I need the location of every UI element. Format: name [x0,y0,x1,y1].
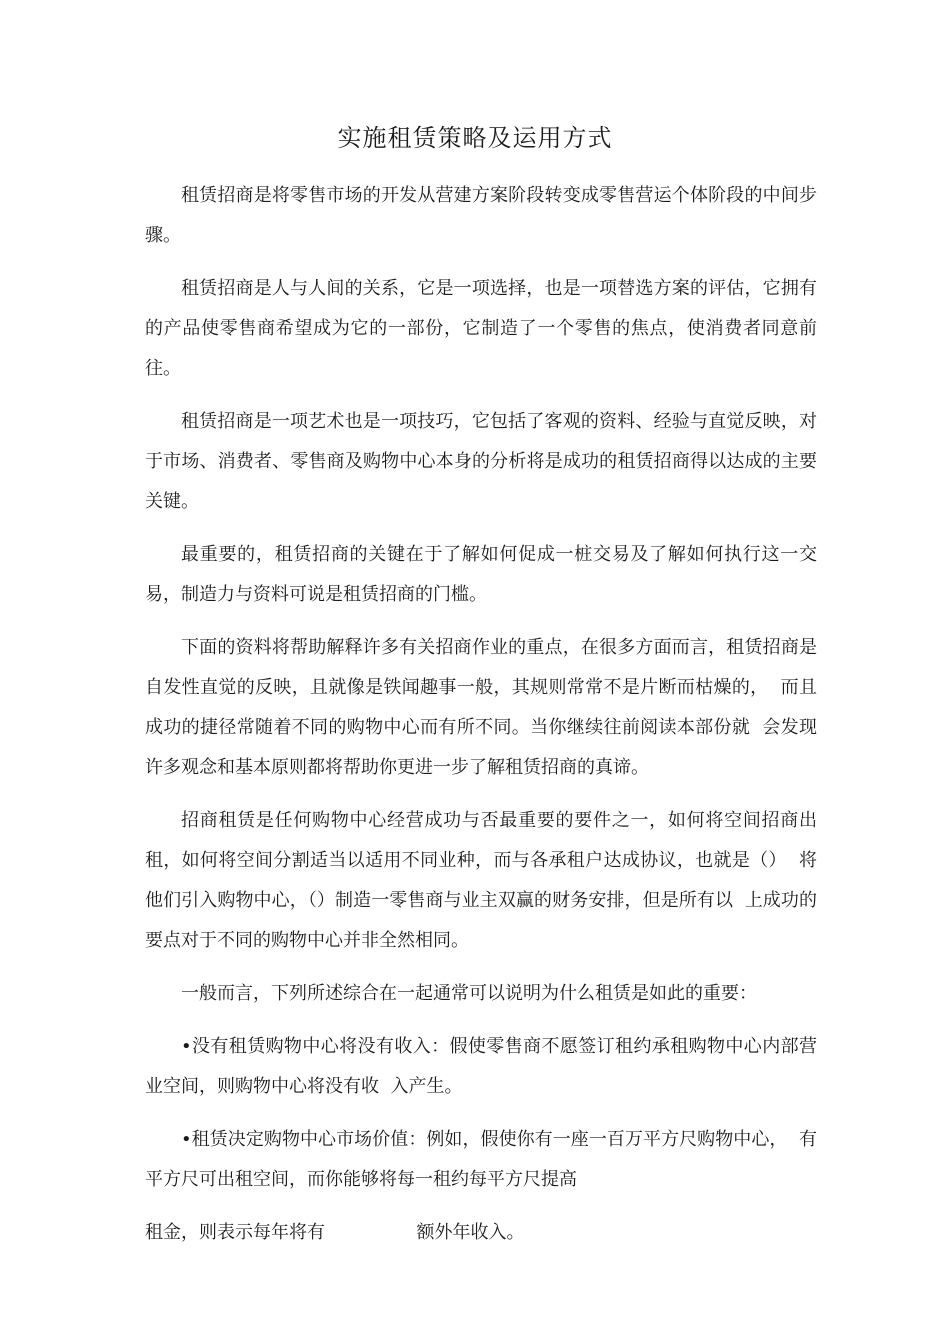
paragraph: 最重要的，租赁招商的关键在于了解如何促成一桩交易及了解如何执行这一交易，制造力与资料可说是租赁招商的门槛。 [145,544,817,605]
document-title: 实施租赁策略及运用方式 [337,124,613,152]
document-body [145,176,817,1266]
paragraph: 租赁招商是将零售市场的开发从营建方案阶段转变成零售营运个体阶段的中间步骤。 [145,185,817,246]
paragraph: 租赁招商是一项艺术也是一项技巧，它包括了客观的资料、经验与直觉反映，对于市场、消费者、零售商及购物中心本身的分析将是成功的租赁招商得以达成的主要关键。 [145,411,817,512]
paragraph: 招商租赁是任何购物中心经营成功与否最重要的要件之一，如何将空间招商出租，如何将空间分割适当以适用不同业种，而与各承租户达成协议，也就是（） 将他们引入购物中心，（）制造一零售商与业主双赢的财务安排，但是所有以 上成功的要点对于不同的购物中心并非全然相同。 [145,810,817,951]
bullet-paragraph: •租赁决定购物中心市场价值：例如，假使你有一座一百万平方尺购物中心， 有平方尺可出租空间，而你能够将每一租约每平方尺提高 [145,1129,817,1190]
paragraph: 租赁招商是人与人间的关系，它是一项选择，也是一项替选方案的评估，它拥有的产品使零售商希望成为它的一部份，它制造了一个零售的焦点，使消费者同意前往。 [145,278,817,379]
bullet-paragraph: •没有租赁购物中心将没有收入：假使零售商不愿签订租约承租购物中心内部营业空间，则购物中心将没有收 入产生。 [145,1036,817,1097]
final-line: 租金，则表示每年将有 额外年收入。 [145,1222,525,1243]
paragraph: 一般而言，下列所述综合在一起通常可以说明为什么租赁是如此的重要： [181,983,757,1004]
paragraph: 下面的资料将帮助解释许多有关招商作业的重点，在很多方面而言，租赁招商是自发性直觉的反映，且就像是铁闻趣事一般，其规则常常不是片断而枯燥的， 而且成功的捷径常随着不同的购物中心而有所不同。当你继续往前阅读本部份就 会发现许多观念和基本原则都将帮助你更进一步了解租赁招商的真谛。 [145,637,817,778]
